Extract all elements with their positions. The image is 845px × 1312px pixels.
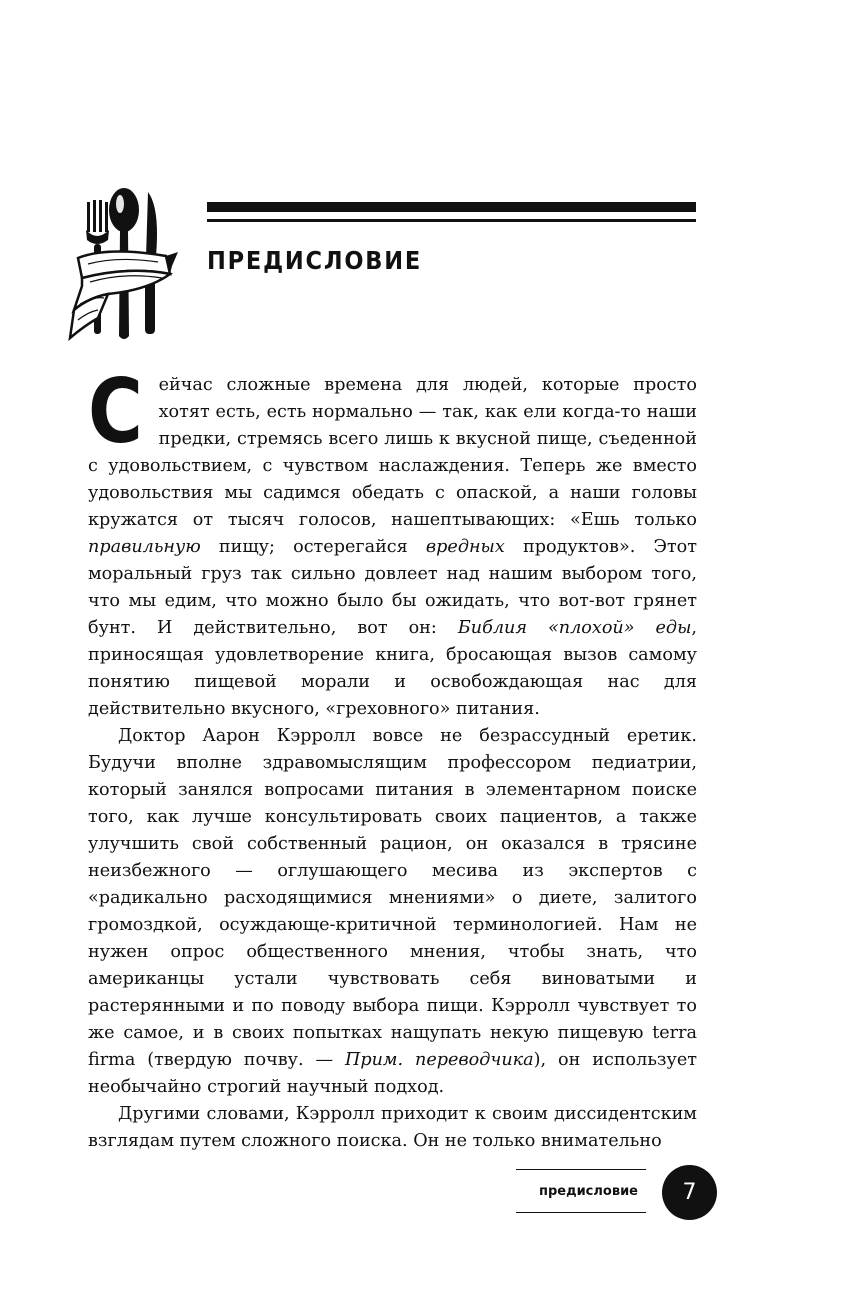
p2-text-a: Доктор Аарон Кэрролл вовсе не безрассудный еретик. Будучи вполне здравомыслящим профессором педиатрии, который занялся вопросами питания в элементарном поиске того, как лучше консультировать своих пациентов, а также улучшить свой собственный рацион, он оказался в трясине неизбежного — оглушающего месива из экспертов с «радикально расходящимися мнениями» о диете, залитого громоздкой, осуждающе-критичной терминологией. Нам не нужен опрос общественного мнения, чтобы знать, что американцы устали чувствовать себя виноватыми и растерянными и по поводу выбора пищи. Кэрролл чувствует то же самое, и в своих попытках нащупать некую пищевую terra firma (твердую почву. — (88, 726, 697, 1070)
running-footer-label: предисловие (538, 1184, 638, 1199)
p1-text-b: пищу; остерегайся (200, 537, 426, 557)
footer-rule-top (516, 1169, 646, 1170)
p1-emphasis-book-title: Библия «плохой» еды (457, 618, 692, 638)
p1-text-a: ейчас сложные времена для людей, которые просто хотят есть, есть нормально — так, как ели когда-то наши предки, стремясь всего лишь к вкусной пище, съеденной с удовольствием, с чувством наслаждения. Теперь же вместо удовольствия мы садимся обедать с опаской, а наши головы кружатся от тысяч голосов, нашептывающих: «Ешь только (88, 375, 697, 530)
page-number: 7 (662, 1165, 717, 1220)
paragraph-2 (88, 723, 697, 1101)
p2-emphasis-translator-note: Прим. переводчика (344, 1050, 534, 1070)
drop-cap: С (88, 360, 143, 463)
p1-emphasis-2: вредных (425, 537, 505, 557)
cutlery-ribbon-icon (68, 186, 180, 346)
footer-rule-bottom (516, 1212, 646, 1213)
p1-text-d: , приносящая удовлетворение книга, бросающая вызов самому понятию пищевой морали и освобождающая нас для действительно вкусного, «греховного» питания. (88, 618, 697, 719)
paragraph-3: Другими словами, Кэрролл приходит к своим диссидентским взглядам путем сложного поиска. Он не только внимательно (88, 1104, 697, 1151)
p1-emphasis-1: правильную (88, 537, 201, 557)
header-rule-thick (207, 202, 696, 212)
header-rule-thin (207, 219, 696, 222)
body-text (88, 360, 697, 1155)
p1-text-c: продуктов». Этот моральный груз так сильно довлеет над нашим выбором того, что мы едим, что можно было бы ожидать, что вот-вот грянет бунт. И действительно, вот он: (88, 537, 697, 638)
chapter-title: ПРЕДИСЛОВИЕ (207, 246, 423, 275)
p2-text-b: ), он использует необычайно строгий научный подход. (88, 1050, 697, 1097)
paragraph-1 (88, 360, 697, 723)
